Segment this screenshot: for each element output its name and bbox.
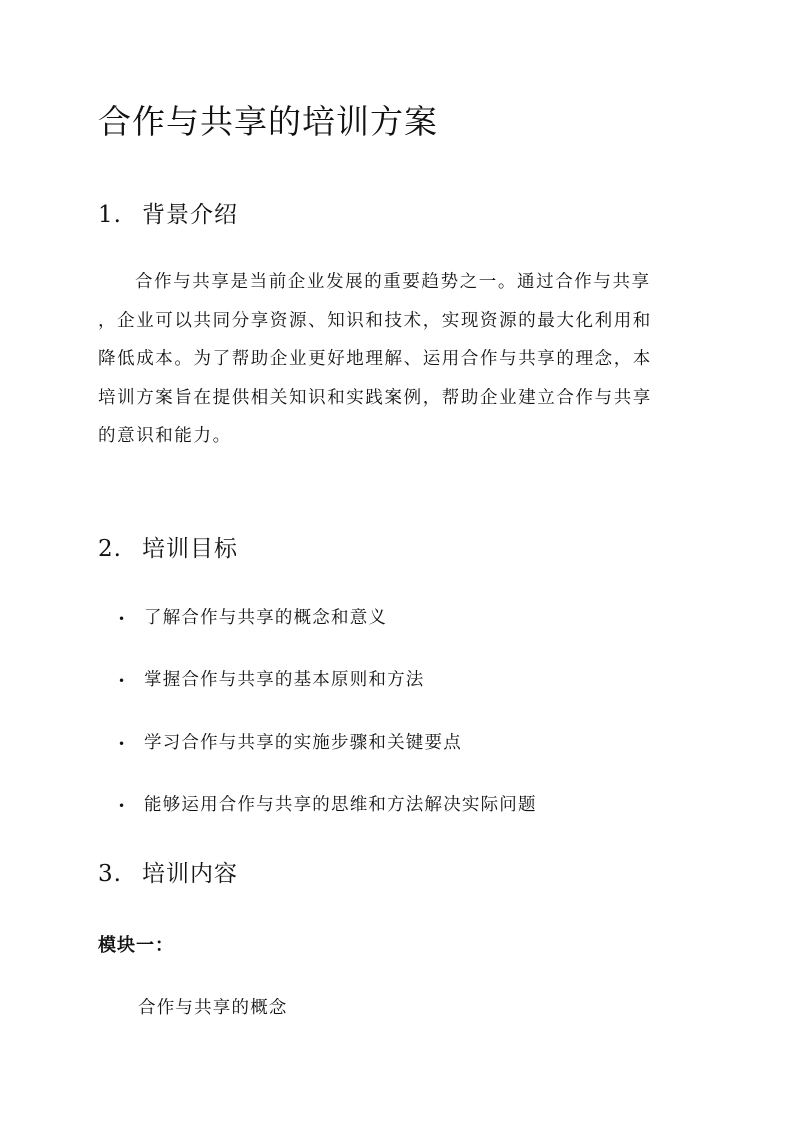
section-title: 背景介绍: [142, 202, 238, 228]
section-heading-goals: [98, 530, 238, 563]
section-number: 2.: [98, 536, 122, 562]
paragraph-line: 降低成本。为了帮助企业更好地理解、运用合作与共享的理念，本: [98, 349, 652, 370]
bullet-icon: •: [118, 736, 127, 751]
paragraph-line: 合作与共享是当前企业发展的重要趋势之一。通过合作与共享: [135, 272, 651, 292]
section-title: 培训内容: [142, 861, 238, 887]
bullet-icon: •: [118, 611, 127, 626]
section-title: 培训目标: [142, 536, 238, 562]
list-item-text: 掌握合作与共享的基本原则和方法: [144, 670, 425, 690]
list-item: [118, 791, 537, 816]
list-item: [118, 729, 462, 754]
document-title: 合作与共享的培训方案: [98, 102, 438, 141]
module-item: 合作与共享的概念: [138, 998, 288, 1018]
paragraph-line: ，企业可以共同分享资源、知识和技术，实现资源的最大化利用和: [98, 310, 652, 331]
list-item: [118, 604, 387, 629]
section-number: 1.: [98, 202, 122, 228]
background-paragraph: [98, 263, 703, 456]
paragraph-line: 的意识和能力。: [98, 426, 232, 447]
list-item-text: 能够运用合作与共享的思维和方法解决实际问题: [144, 795, 537, 815]
paragraph-line: 培训方案旨在提供相关知识和实践案例，帮助企业建立合作与共享: [98, 387, 652, 408]
section-heading-background: [98, 196, 238, 229]
module-label: 模块一：: [98, 935, 174, 956]
bullet-icon: •: [118, 798, 127, 813]
list-item-text: 了解合作与共享的概念和意义: [144, 608, 388, 628]
list-item-text: 学习合作与共享的实施步骤和关键要点: [144, 733, 462, 753]
section-heading-content: [98, 855, 238, 888]
bullet-icon: •: [118, 673, 127, 688]
list-item: [118, 666, 425, 691]
section-number: 3.: [98, 861, 122, 887]
